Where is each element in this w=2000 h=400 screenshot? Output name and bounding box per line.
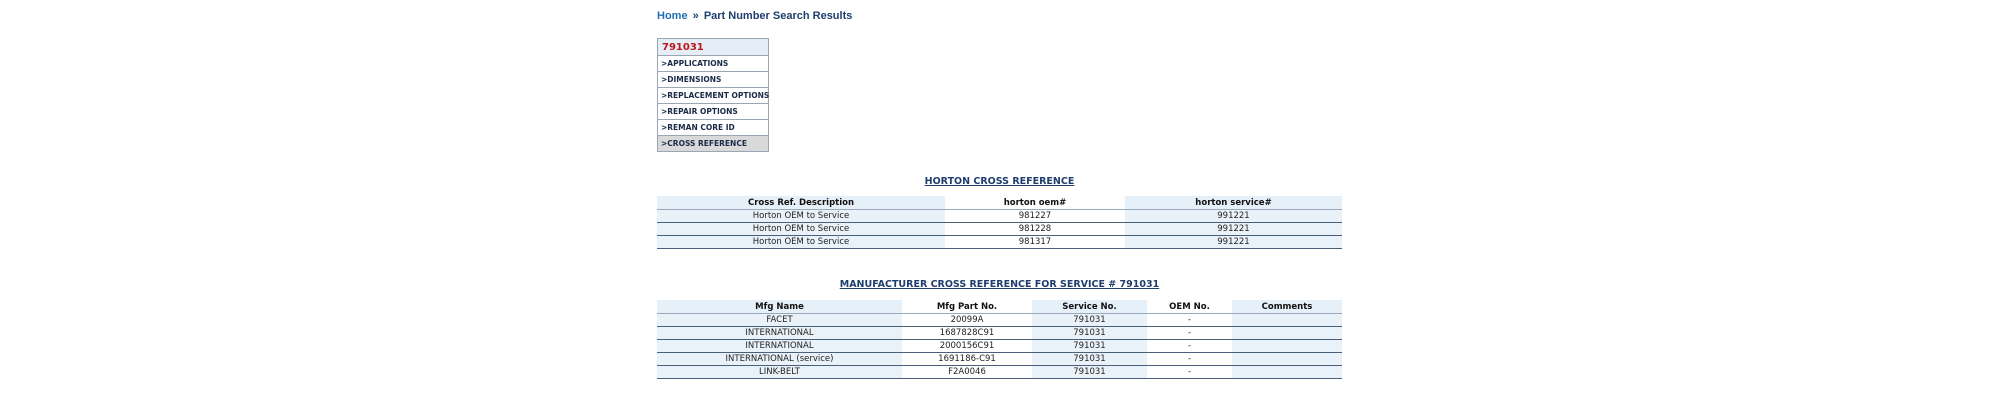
table-cell: 991221	[1125, 223, 1342, 236]
table-cell	[1232, 340, 1342, 353]
table-cell: 2000156C91	[902, 340, 1032, 353]
horton-xref-title: HORTON CROSS REFERENCE	[924, 176, 1075, 187]
column-header: Mfg Name	[657, 300, 902, 314]
table-cell: 981227	[945, 210, 1125, 223]
table-cell: -	[1147, 340, 1232, 353]
table-cell: 981228	[945, 223, 1125, 236]
column-header: Service No.	[1032, 300, 1147, 314]
column-header: horton service#	[1125, 196, 1342, 210]
table-cell: Horton OEM to Service	[657, 210, 945, 223]
menu-item-replacement-options[interactable]: >REPLACEMENT OPTIONS	[658, 88, 768, 104]
table-row	[657, 353, 1342, 366]
table-cell: INTERNATIONAL	[657, 340, 902, 353]
column-header: Comments	[1232, 300, 1342, 314]
table-cell: 991221	[1125, 236, 1342, 249]
table-row	[657, 210, 1342, 223]
horton-xref-table	[657, 196, 1342, 249]
table-cell: 791031	[1032, 366, 1147, 379]
table-cell: 981317	[945, 236, 1125, 249]
menu-item-dimensions[interactable]: >DIMENSIONS	[658, 72, 768, 88]
table-cell	[1232, 327, 1342, 340]
table-cell: LINK-BELT	[657, 366, 902, 379]
table-row	[657, 340, 1342, 353]
table-cell	[1232, 366, 1342, 379]
table-cell: -	[1147, 366, 1232, 379]
part-menu	[657, 38, 769, 152]
column-header: horton oem#	[945, 196, 1125, 210]
table-cell: INTERNATIONAL (service)	[657, 353, 902, 366]
table-cell: 791031	[1032, 353, 1147, 366]
table-cell: -	[1147, 327, 1232, 340]
table-row	[657, 327, 1342, 340]
table-cell: 791031	[1032, 327, 1147, 340]
table-cell: 991221	[1125, 210, 1342, 223]
table-cell: 791031	[1032, 340, 1147, 353]
table-row	[657, 223, 1342, 236]
table-cell: Horton OEM to Service	[657, 223, 945, 236]
table-row	[657, 236, 1342, 249]
table-cell: 1691186-C91	[902, 353, 1032, 366]
table-cell: 20099A	[902, 314, 1032, 327]
table-cell: INTERNATIONAL	[657, 327, 902, 340]
table-cell: 1687828C91	[902, 327, 1032, 340]
mfg-xref-title: MANUFACTURER CROSS REFERENCE FOR SERVICE # 791031	[839, 279, 1160, 290]
breadcrumb	[657, 10, 852, 22]
table-cell	[1232, 353, 1342, 366]
mfg-xref-table	[657, 300, 1342, 379]
breadcrumb-home-link[interactable]: Home	[657, 10, 688, 22]
menu-item-reman-core-id[interactable]: >REMAN CORE ID	[658, 120, 768, 136]
table-cell: -	[1147, 353, 1232, 366]
column-header: OEM No.	[1147, 300, 1232, 314]
part-number-heading: 791031	[658, 39, 768, 56]
table-row	[657, 366, 1342, 379]
menu-item-applications[interactable]: >APPLICATIONS	[658, 56, 768, 72]
column-header: Cross Ref. Description	[657, 196, 945, 210]
table-cell: 791031	[1032, 314, 1147, 327]
menu-item-cross-reference[interactable]: >CROSS REFERENCE	[658, 136, 768, 151]
breadcrumb-current: Part Number Search Results	[703, 10, 853, 22]
breadcrumb-separator: »	[692, 10, 699, 22]
menu-item-repair-options[interactable]: >REPAIR OPTIONS	[658, 104, 768, 120]
table-header-row	[657, 300, 1342, 314]
table-cell: Horton OEM to Service	[657, 236, 945, 249]
column-header: Mfg Part No.	[902, 300, 1032, 314]
table-header-row	[657, 196, 1342, 210]
table-cell: F2A0046	[902, 366, 1032, 379]
table-cell: -	[1147, 314, 1232, 327]
table-cell: FACET	[657, 314, 902, 327]
table-cell	[1232, 314, 1342, 327]
table-row	[657, 314, 1342, 327]
